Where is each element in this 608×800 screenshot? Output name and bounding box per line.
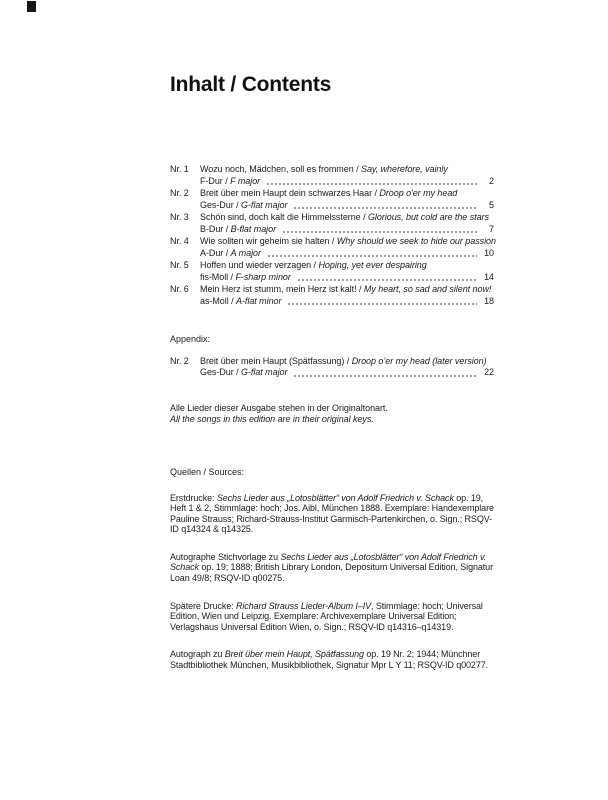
original-keys-note xyxy=(170,403,494,425)
page-content xyxy=(170,0,494,671)
appendix-entry-1 xyxy=(170,356,494,379)
toc-entry-5 xyxy=(170,260,494,283)
note-english: All the songs in this edition are in their original keys. xyxy=(170,413,374,424)
appendix-list xyxy=(170,356,494,379)
entry-number: Nr. 6 xyxy=(170,284,189,294)
entry-key: B-Dur / B-flat major xyxy=(200,223,277,234)
toc-entry-1 xyxy=(170,164,494,187)
sources-heading: Quellen / Sources: xyxy=(170,466,245,477)
appendix-heading: Appendix: xyxy=(170,334,211,344)
entry-key: Ges-Dur / G-flat major xyxy=(200,199,288,210)
entry-page-number: 10 xyxy=(484,247,494,258)
entry-number: Nr. 5 xyxy=(170,260,189,270)
dotted-leader xyxy=(293,207,477,209)
entry-page-number: 18 xyxy=(484,295,494,306)
dotted-leader xyxy=(297,279,477,281)
entry-title: Wozu noch, Mädchen, soll es frommen / Say, wherefore, vainly xyxy=(200,164,448,174)
source-paragraph-autograph: Autograph zu Breit über mein Haupt, Spätfassung op. 19 Nr. 2; 1944; Münchner Stadtbibliothek München, Musikbibliothek, Signatur Mpr L Y 11; RSQV-ID q00277. xyxy=(170,649,489,671)
entry-key: fis-Moll / F-sharp minor xyxy=(200,271,291,282)
entry-key: Ges-Dur / G-flat major xyxy=(200,367,288,377)
toc-list xyxy=(170,164,494,307)
sources-section xyxy=(170,467,494,671)
toc-entry-2 xyxy=(170,188,494,211)
entry-key: A-Dur / A major xyxy=(200,247,261,258)
dotted-leader xyxy=(293,375,477,377)
source-paragraph-stichvorlage: Autographe Stichvorlage zu Sechs Lieder aus „Lotosblätter“ von Adolf Friedrich v. Schack op. 19; 1888; British Library London, Depositum Universal Edition, Signatur Loan 49/8; RSQV-ID q00275. xyxy=(170,551,493,584)
entry-title: Wie sollten wir geheim sie halten / Why should we seek to hide our passion xyxy=(200,236,496,246)
entry-key: as-Moll / A-flat minor xyxy=(200,295,282,306)
entry-page-number: 22 xyxy=(484,367,494,377)
entry-page-number: 14 xyxy=(484,271,494,282)
note-german: Alle Lieder dieser Ausgabe stehen in der Originaltonart. xyxy=(170,402,388,413)
source-paragraph-spaetere-drucke: Spätere Drucke: Richard Strauss Lieder-Album I–IV, Stimmlage: hoch; Universal Edition, Wien und Leipzig. Exemplare: Archivexemplare Universal Edition; Verlagshaus Universal Edition Wien, o. Sign.; RSQV-ID q14316–q14319. xyxy=(170,600,483,632)
entry-page-number: 7 xyxy=(489,223,494,234)
entry-page-number: 2 xyxy=(489,175,494,186)
entry-number: Nr. 2 xyxy=(170,188,189,198)
toc-entry-6 xyxy=(170,284,494,307)
entry-title: Mein Herz ist stumm, mein Herz ist kalt! / My heart, so sad and silent now! xyxy=(200,284,492,294)
entry-number: Nr. 3 xyxy=(170,212,189,222)
printers-mark xyxy=(27,1,36,12)
dotted-leader xyxy=(266,183,477,185)
entry-title: Breit über mein Haupt (Spätfassung) / Droop o’er my head (later version) xyxy=(200,355,487,366)
page-title: Inhalt / Contents xyxy=(170,73,332,96)
entry-number: Nr. 1 xyxy=(170,164,189,174)
dotted-leader xyxy=(287,303,477,305)
toc-entry-3 xyxy=(170,212,494,235)
entry-title: Schön sind, doch kalt die Himmelssterne / Glorious, but cold are the stars xyxy=(200,212,489,222)
entry-key: F-Dur / F major xyxy=(200,175,261,186)
entry-number: Nr. 4 xyxy=(170,236,189,246)
entry-page-number: 5 xyxy=(489,199,494,210)
toc-entry-4 xyxy=(170,236,494,259)
entry-number: Nr. 2 xyxy=(170,355,189,366)
source-paragraph-erstdrucke: Erstdrucke: Sechs Lieder aus „Lotosblätter“ von Adolf Friedrich v. Schack op. 19, Heft 1 & 2, Stimmlage: hoch; Jos. Aibl, München 1888. Exemplare: Handexemplare Pauline Strauss; Richard-Strauss-Institut Garmisch-Partenkirchen, o. Sign.; RSQV-ID q14324 & q14325. xyxy=(170,492,494,535)
entry-title: Breit über mein Haupt dein schwarzes Haar / Droop o'er my head xyxy=(200,188,458,198)
dotted-leader xyxy=(282,231,477,233)
entry-title: Hoffen und wieder verzagen / Hoping, yet ever despairing xyxy=(200,260,427,270)
dotted-leader xyxy=(267,255,477,257)
